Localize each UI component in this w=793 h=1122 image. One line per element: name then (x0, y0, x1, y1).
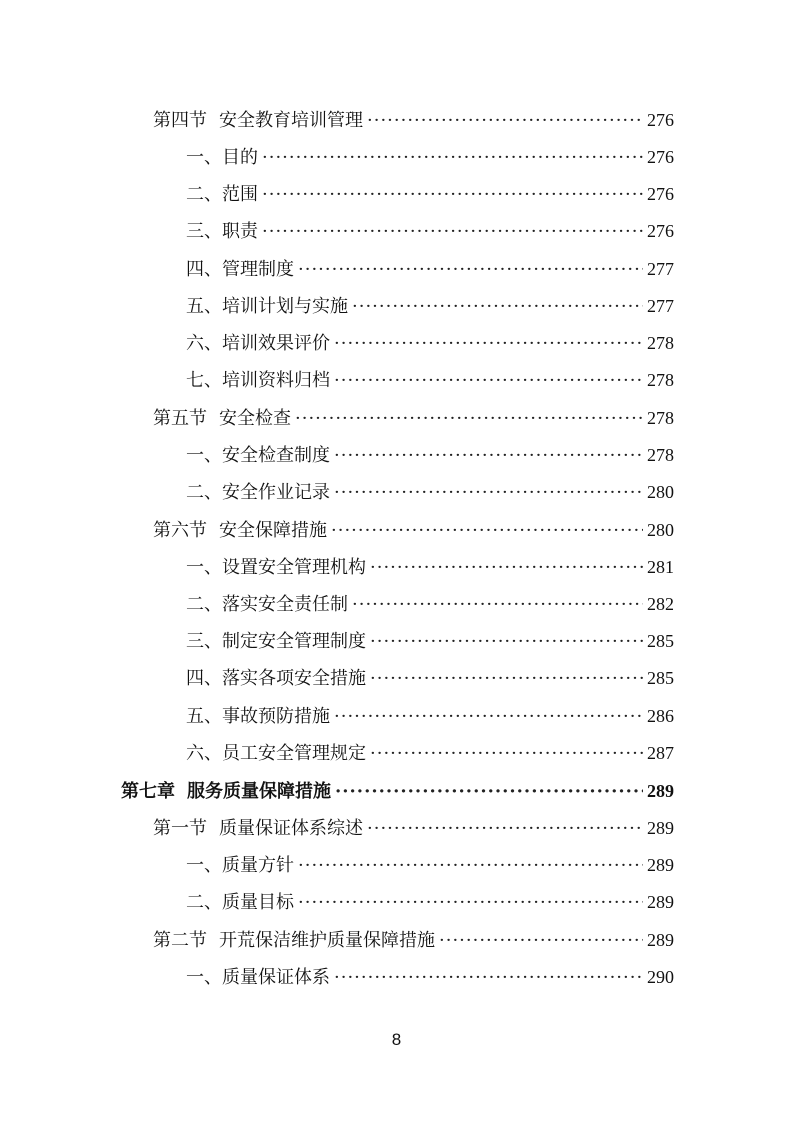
toc-entry[interactable] (186, 965, 674, 990)
toc-prefix: 四、 (186, 668, 222, 689)
dot-leader (331, 519, 643, 543)
toc-title: 质量保证体系综述 (219, 818, 363, 839)
toc-prefix: 第二节 (153, 930, 207, 951)
toc-title: 安全检查制度 (222, 445, 330, 466)
toc-title: 制定安全管理制度 (222, 631, 366, 652)
toc-prefix: 第四节 (153, 110, 207, 131)
toc-title: 服务质量保障措施 (187, 781, 331, 802)
toc-entry[interactable] (186, 741, 674, 766)
toc-title: 培训效果评价 (222, 333, 330, 354)
toc-entry[interactable] (153, 816, 674, 841)
toc-entry[interactable] (186, 368, 674, 393)
dot-leader (367, 109, 643, 133)
toc-title: 安全检查 (219, 408, 291, 429)
dot-leader (370, 556, 643, 580)
toc-prefix: 一、 (186, 967, 222, 988)
toc-page: 282 (647, 594, 674, 614)
toc-title: 质量方针 (222, 855, 294, 876)
toc-page: 280 (647, 520, 674, 540)
toc-prefix: 三、 (186, 631, 222, 652)
toc-page: 278 (647, 408, 674, 428)
toc-title: 员工安全管理规定 (222, 743, 366, 764)
toc-entry[interactable] (186, 890, 674, 915)
toc-prefix: 一、 (186, 147, 222, 168)
toc-page: 290 (647, 967, 674, 987)
toc-title: 范围 (222, 184, 258, 205)
toc-page: 278 (647, 333, 674, 353)
toc-entry[interactable] (186, 145, 674, 170)
toc-page: 289 (647, 855, 674, 875)
toc-prefix: 三、 (186, 221, 222, 242)
dot-leader (334, 369, 643, 393)
toc-title: 安全教育培训管理 (219, 110, 363, 131)
toc-prefix: 五、 (186, 706, 222, 727)
toc-prefix: 一、 (186, 445, 222, 466)
dot-leader (334, 705, 643, 729)
toc-entry[interactable] (153, 406, 674, 431)
toc-entry[interactable] (186, 182, 674, 207)
toc-page: 276 (647, 110, 674, 130)
toc-page: 289 (647, 781, 674, 801)
toc-page: 286 (647, 706, 674, 726)
toc-page: 281 (647, 557, 674, 577)
dot-leader (335, 780, 643, 804)
toc-prefix: 六、 (186, 333, 222, 354)
toc-prefix: 二、 (186, 892, 222, 913)
dot-leader (262, 220, 643, 244)
toc-prefix: 第七章 (121, 781, 175, 802)
dot-leader (352, 593, 643, 617)
toc-entry[interactable] (153, 928, 674, 953)
toc-entry[interactable] (186, 704, 674, 729)
toc-entry[interactable] (186, 480, 674, 505)
dot-leader (370, 630, 643, 654)
toc-title: 安全作业记录 (222, 482, 330, 503)
toc-page: 278 (647, 370, 674, 390)
dot-leader (334, 444, 643, 468)
dot-leader (370, 667, 643, 691)
toc-entry[interactable] (186, 592, 674, 617)
dot-leader (370, 742, 643, 766)
toc-entry[interactable] (186, 294, 674, 319)
toc-prefix: 一、 (186, 855, 222, 876)
dot-leader (262, 146, 643, 170)
toc-prefix: 七、 (186, 370, 222, 391)
dot-leader (334, 332, 643, 356)
dot-leader (334, 966, 643, 990)
toc-entry[interactable] (153, 518, 674, 543)
dot-leader (334, 481, 643, 505)
toc-entry[interactable] (153, 108, 674, 133)
toc-entry[interactable] (186, 219, 674, 244)
dot-leader (298, 258, 643, 282)
toc-prefix: 二、 (186, 482, 222, 503)
toc-page: 277 (647, 259, 674, 279)
toc-entry[interactable] (186, 555, 674, 580)
toc-prefix: 二、 (186, 184, 222, 205)
toc-page: 277 (647, 296, 674, 316)
page-number: 8 (391, 1030, 402, 1049)
toc-prefix: 四、 (186, 259, 222, 280)
dot-leader (262, 183, 643, 207)
toc-title: 设置安全管理机构 (222, 557, 366, 578)
toc-page: 289 (647, 930, 674, 950)
toc-title: 安全保障措施 (219, 520, 327, 541)
toc-title: 落实各项安全措施 (222, 668, 366, 689)
toc-page: 276 (647, 147, 674, 167)
toc-prefix: 一、 (186, 557, 222, 578)
dot-leader (352, 295, 643, 319)
toc-title: 培训资料归档 (222, 370, 330, 391)
toc-page: 289 (647, 818, 674, 838)
toc-page: 276 (647, 184, 674, 204)
toc-entry[interactable] (186, 629, 674, 654)
toc-prefix: 五、 (186, 296, 222, 317)
toc-page: 276 (647, 221, 674, 241)
toc-title: 落实安全责任制 (222, 594, 348, 615)
toc-prefix: 六、 (186, 743, 222, 764)
toc-title: 质量目标 (222, 892, 294, 913)
toc-chapter-entry[interactable] (121, 779, 674, 804)
toc-page: 285 (647, 668, 674, 688)
toc-entry[interactable] (186, 443, 674, 468)
dot-leader (298, 891, 643, 915)
toc-title: 职责 (222, 221, 258, 242)
dot-leader (439, 929, 643, 953)
toc-page: 289 (647, 892, 674, 912)
toc-page: 285 (647, 631, 674, 651)
toc-title: 管理制度 (222, 259, 294, 280)
toc-entry[interactable] (186, 666, 674, 691)
toc-page: 278 (647, 445, 674, 465)
toc-title: 开荒保洁维护质量保障措施 (219, 930, 435, 951)
toc-title: 培训计划与实施 (222, 296, 348, 317)
dot-leader (367, 817, 643, 841)
toc-prefix: 第五节 (153, 408, 207, 429)
toc-prefix: 第六节 (153, 520, 207, 541)
toc-prefix: 二、 (186, 594, 222, 615)
toc-page: 287 (647, 743, 674, 763)
toc-prefix: 第一节 (153, 818, 207, 839)
toc-entry[interactable] (186, 257, 674, 282)
toc-title: 目的 (222, 147, 258, 168)
toc-entry[interactable] (186, 853, 674, 878)
toc-title: 质量保证体系 (222, 967, 330, 988)
toc-entry[interactable] (186, 331, 674, 356)
toc-title: 事故预防措施 (222, 706, 330, 727)
dot-leader (298, 854, 643, 878)
toc-page: 280 (647, 482, 674, 502)
dot-leader (295, 407, 643, 431)
